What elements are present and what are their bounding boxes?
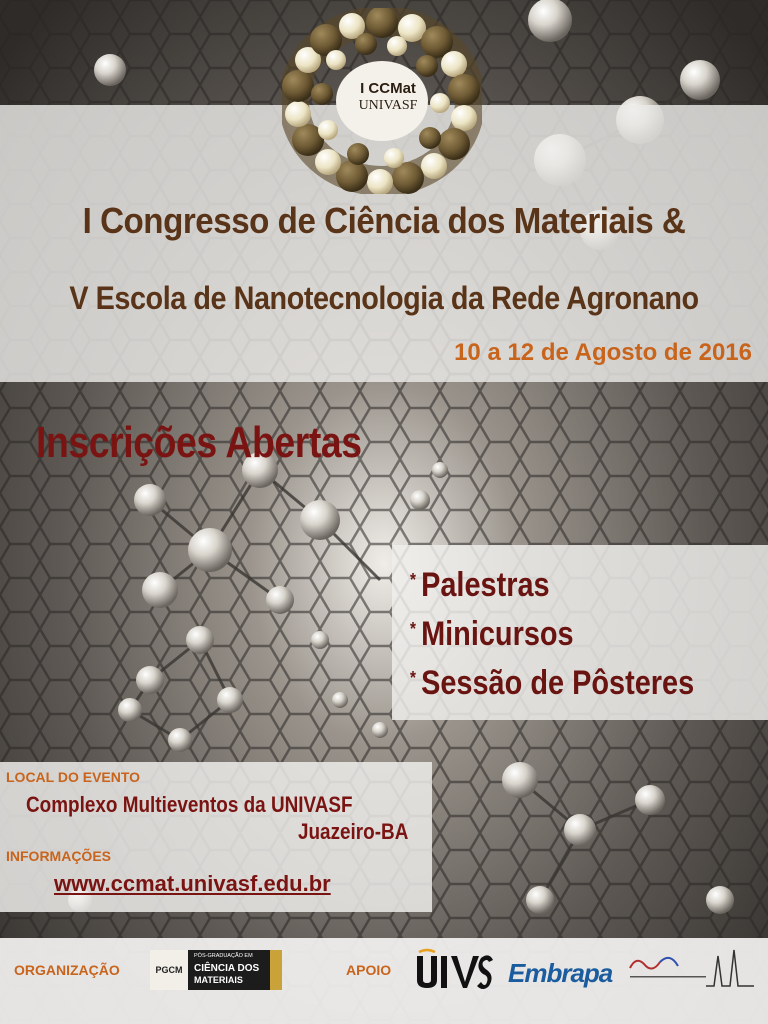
activity-label: Palestras xyxy=(421,566,550,604)
venue-city: Juazeiro-BA xyxy=(297,819,408,844)
activity-item xyxy=(410,566,550,605)
sbrdes-logo-icon xyxy=(626,946,758,994)
logo-title: I CCMat xyxy=(360,80,416,97)
website-link[interactable]: www.ccmat.univasf.edu.br xyxy=(54,871,331,896)
pgcm-line2: CIÊNCIA DOS xyxy=(194,963,260,974)
pgcm-abbr: PGCM xyxy=(150,950,188,990)
bullet: * xyxy=(410,619,416,639)
activity-label: Minicursos xyxy=(421,615,574,653)
support-label: APOIO xyxy=(346,962,392,978)
pgcm-logo xyxy=(150,950,282,990)
activity-item xyxy=(410,615,574,654)
event-title-line2: V Escola de Nanotecnologia da Rede Agronano xyxy=(69,280,699,316)
bullet: * xyxy=(410,570,416,590)
venue-label: LOCAL DO EVENTO xyxy=(6,769,141,785)
info-label: INFORMAÇÕES xyxy=(6,848,111,864)
pgcm-line3: MATERIAIS xyxy=(194,975,243,985)
organization-label: ORGANIZAÇÃO xyxy=(14,962,120,978)
venue-name: Complexo Multieventos da UNIVASF xyxy=(26,792,353,817)
registration-headline: Inscrições Abertas xyxy=(36,418,362,467)
activity-item xyxy=(410,664,694,703)
pgcm-bar xyxy=(270,950,282,990)
pgcm-line1: PÓS-GRADUAÇÃO EM xyxy=(194,953,253,959)
embrapa-logo: Embrapa xyxy=(508,958,613,988)
univasf-logo-icon xyxy=(413,948,495,994)
event-date: 10 a 12 de Agosto de 2016 xyxy=(454,339,752,366)
event-title-line1: I Congresso de Ciência dos Materiais & xyxy=(82,200,686,241)
activity-label: Sessão de Pôsteres xyxy=(421,664,695,702)
bullet: * xyxy=(410,668,416,688)
logo-subtitle: UNIVASF xyxy=(358,98,418,113)
